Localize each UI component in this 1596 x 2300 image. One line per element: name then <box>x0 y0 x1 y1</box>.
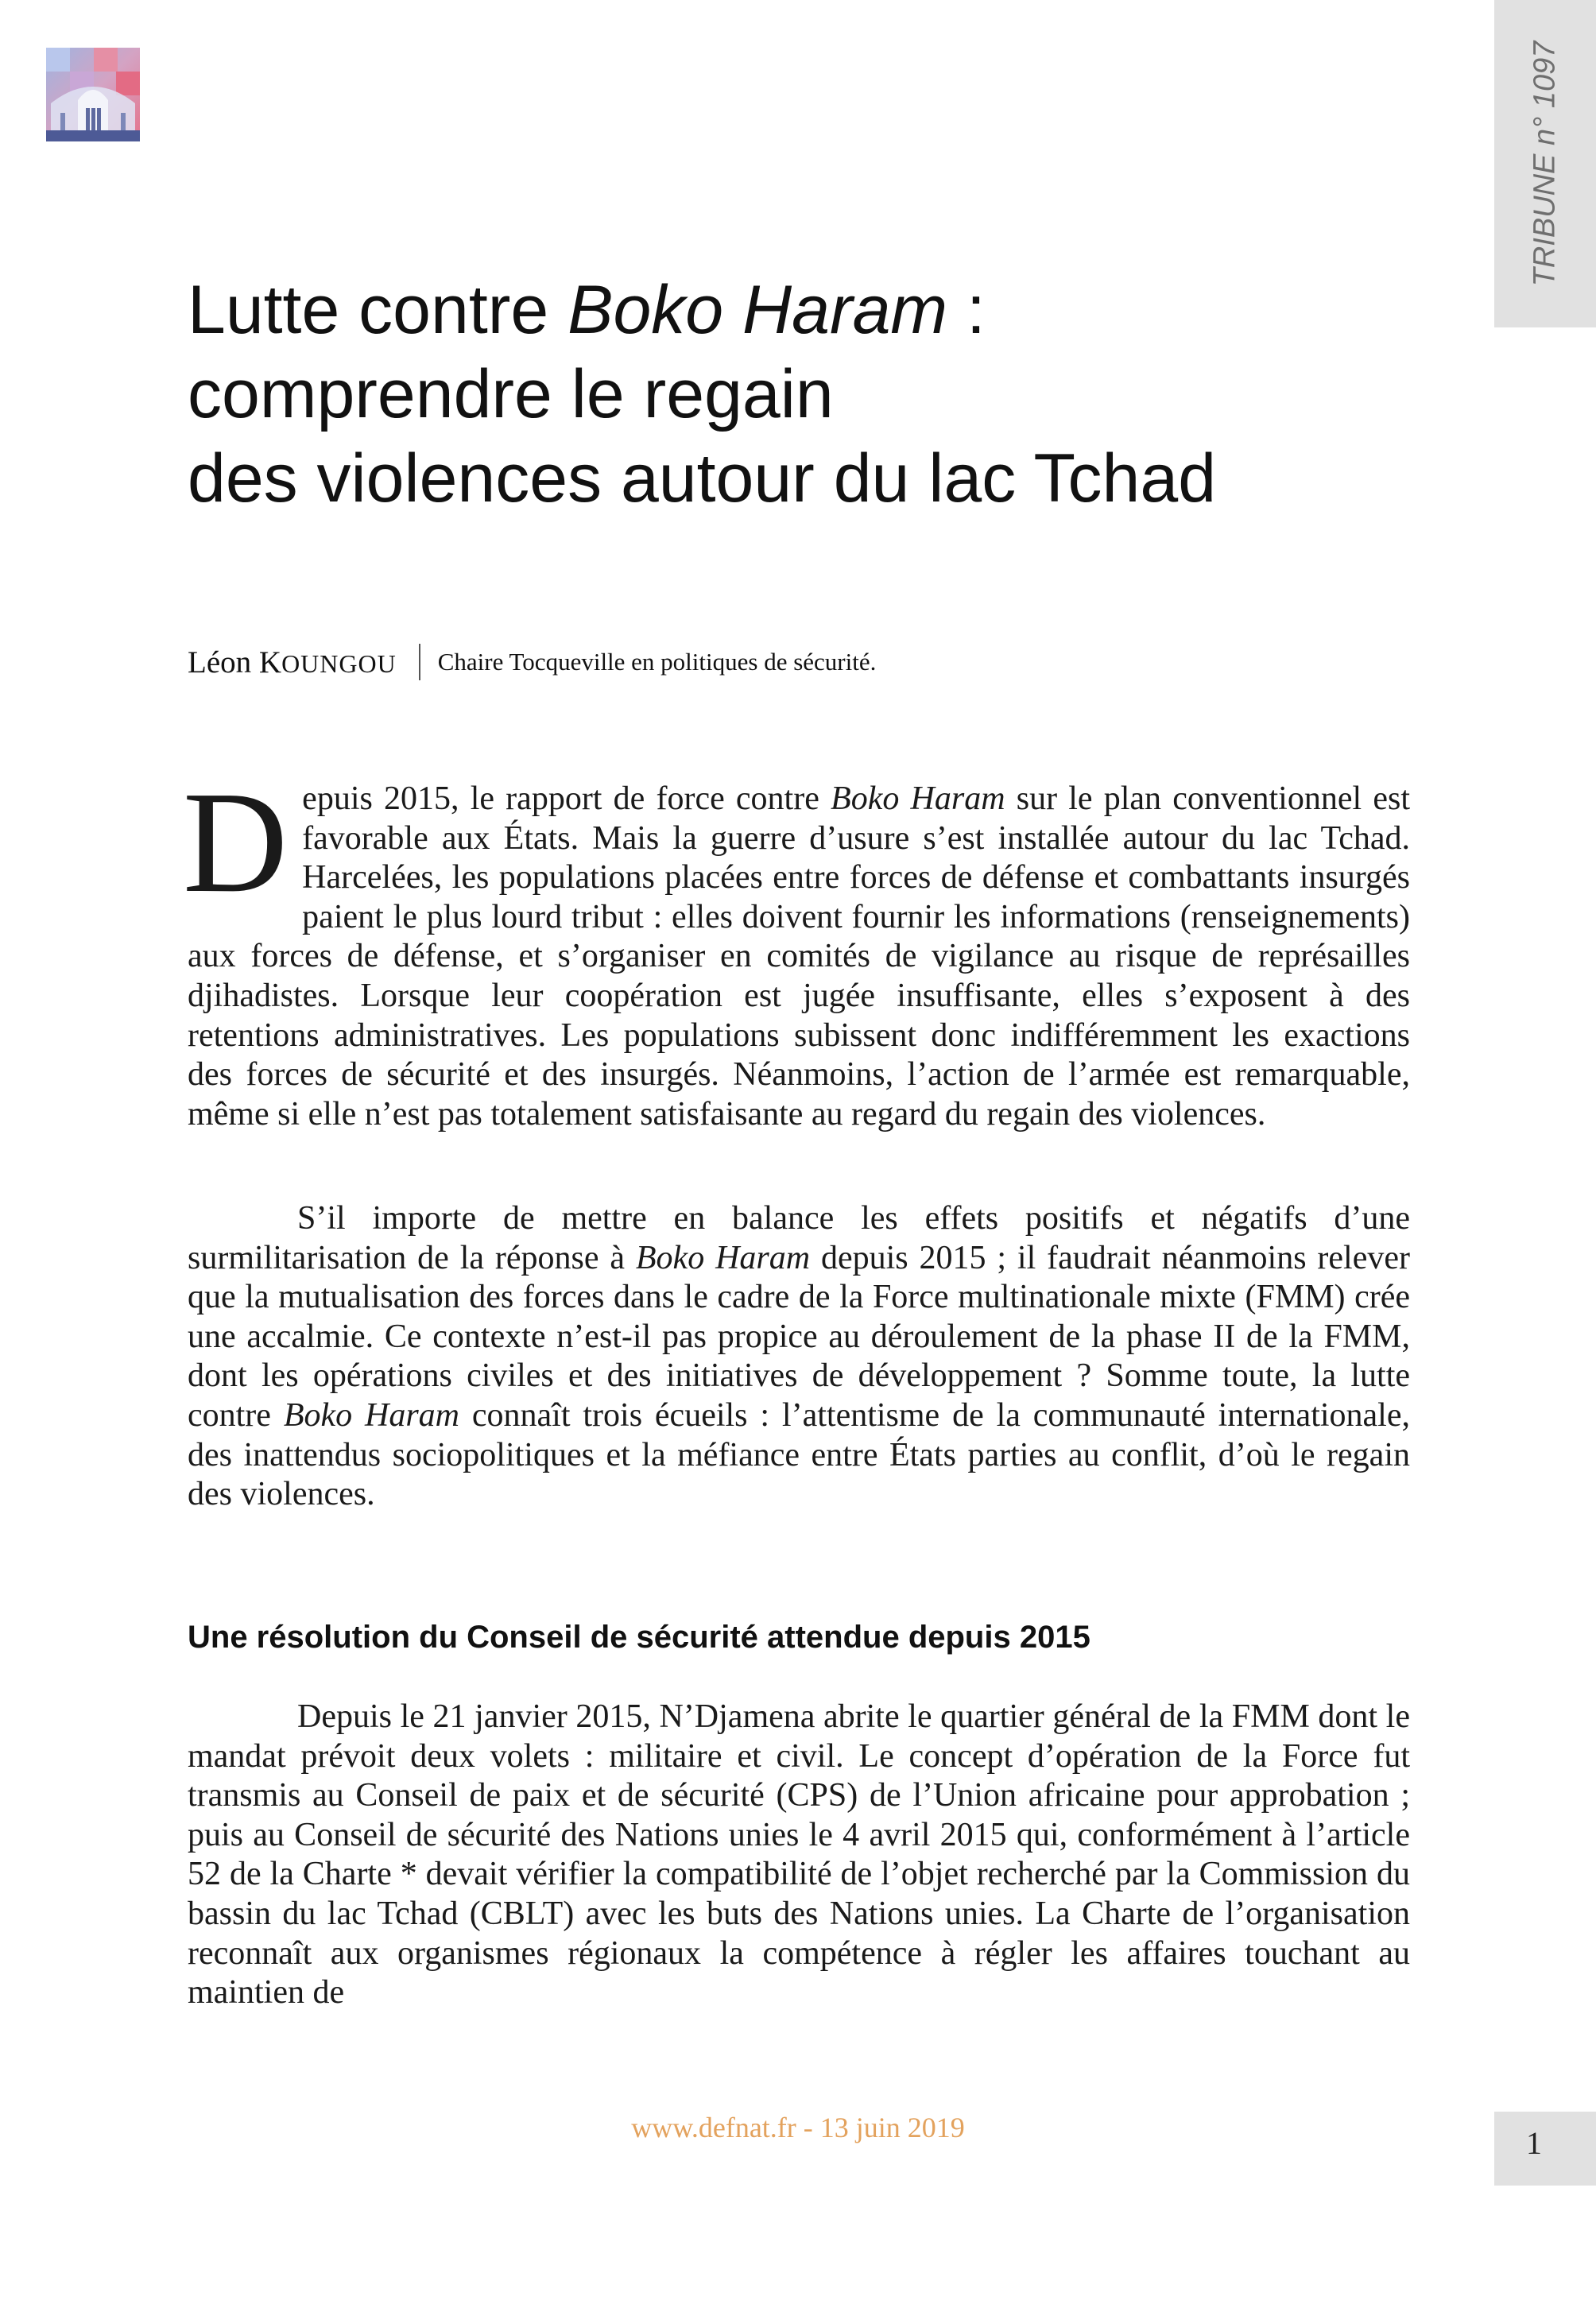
paragraph-1-italic: Boko Haram <box>831 780 1005 817</box>
drop-cap: D <box>183 761 289 923</box>
paragraph-1-text-b: sur le plan conventionnel est favorable aux États. Mais la guerre d’usure s’est installée autour du lac Tchad. Harcelées, les populations placées entre forces de défense et combattants insurgés paient le plus lourd tribut : elles doivent fournir les informations (renseignements) aux forces de défense, et s’organiser en comités de vigilance au risque de représailles djihadistes. Lorsque leur coopération est jugée insuffisante, elles s’exposent à des retentions administratives. Les populations subissent donc indifféremment les exactions des forces de sécurité et des insurgés. Néanmoins, l’action de l’armée est remarquable, même si elle n’est pas totalement satisfaisante au regard du regain des violences. <box>188 780 1410 1133</box>
author-last-name: OUNGOU <box>281 649 397 678</box>
paragraph-2-italic-2: Boko Haram <box>283 1396 459 1434</box>
paragraph-1-text-a: epuis 2015, le rapport de force contre <box>302 780 831 817</box>
paragraph-2-text-a: S’il importe de mettre en balance les effets positifs et négatifs d’une surmilitarisation de la réponse à <box>188 1200 1410 1276</box>
title-line-3: des violences autour du lac Tchad <box>188 440 1217 517</box>
paragraph-2 <box>188 1199 1410 1515</box>
paragraph-2-italic-1: Boko Haram <box>635 1239 811 1276</box>
author-affiliation: Chaire Tocqueville en politiques de sécurité. <box>437 648 877 676</box>
author-name <box>188 645 397 680</box>
title-italic: Boko Haram <box>568 272 948 348</box>
series-tab <box>1494 0 1596 327</box>
paragraph-2-text-c: connaît trois écueils : l’attentisme de la communauté internationale, des inattendus sociopolitiques et la méfiance entre États parties au conflit, d’où le regain des violences. <box>188 1396 1410 1513</box>
publication-logo <box>46 48 140 141</box>
title-text-end: : <box>947 272 986 348</box>
title-line-2: comprendre le regain <box>188 356 834 432</box>
footer-source-date: www.defnat.fr - 13 juin 2019 <box>631 2112 965 2143</box>
byline <box>188 644 876 680</box>
paragraph-2-text-b: depuis 2015 ; il faudrait néanmoins relever que la mutualisation des forces dans le cadre de la Force multinationale mixte (FMM) crée une accalmie. Ce contexte n’est-il pas propice au déroulement de la phase II de la FMM, dont les opérations civiles et des initiatives de développement ? Somme toute, la lutte contre <box>188 1239 1410 1434</box>
paragraph-3: Depuis le 21 janvier 2015, N’Djamena abrite le quartier général de la FMM dont le mandat prévoit deux volets : militaire et civil. Le concept d’opération de la Force fut transmis au Conseil de paix et de sécurité (CPS) de l’Union africaine pour approbation ; puis au Conseil de sécurité des Nations unies le 4 avril 2015 qui, conformément à l’article 52 de la Charte * devait vérifier la compatibilité de l’objet recherché par la Commission du bassin du lac Tchad (CBLT) avec les buts des Nations unies. La Charte de l’organisation reconnaît aux organismes régionaux la compétence à régler les affaires touchant au maintien de <box>188 1698 1410 2012</box>
author-last-initial: K <box>258 645 282 680</box>
page-number-tab <box>1494 2112 1596 2186</box>
author-first-name: Léon <box>188 645 259 680</box>
byline-divider <box>419 644 420 680</box>
paragraph-1 <box>183 761 1410 1134</box>
series-label: TRIBUNE n° 1097 <box>1528 41 1562 287</box>
section-heading: Une résolution du Conseil de sécurité attendue depuis 2015 <box>188 1620 1090 1655</box>
page-number: 1 <box>1526 2125 1542 2161</box>
title-text: Lutte contre <box>188 272 568 348</box>
article-title <box>188 268 1427 521</box>
